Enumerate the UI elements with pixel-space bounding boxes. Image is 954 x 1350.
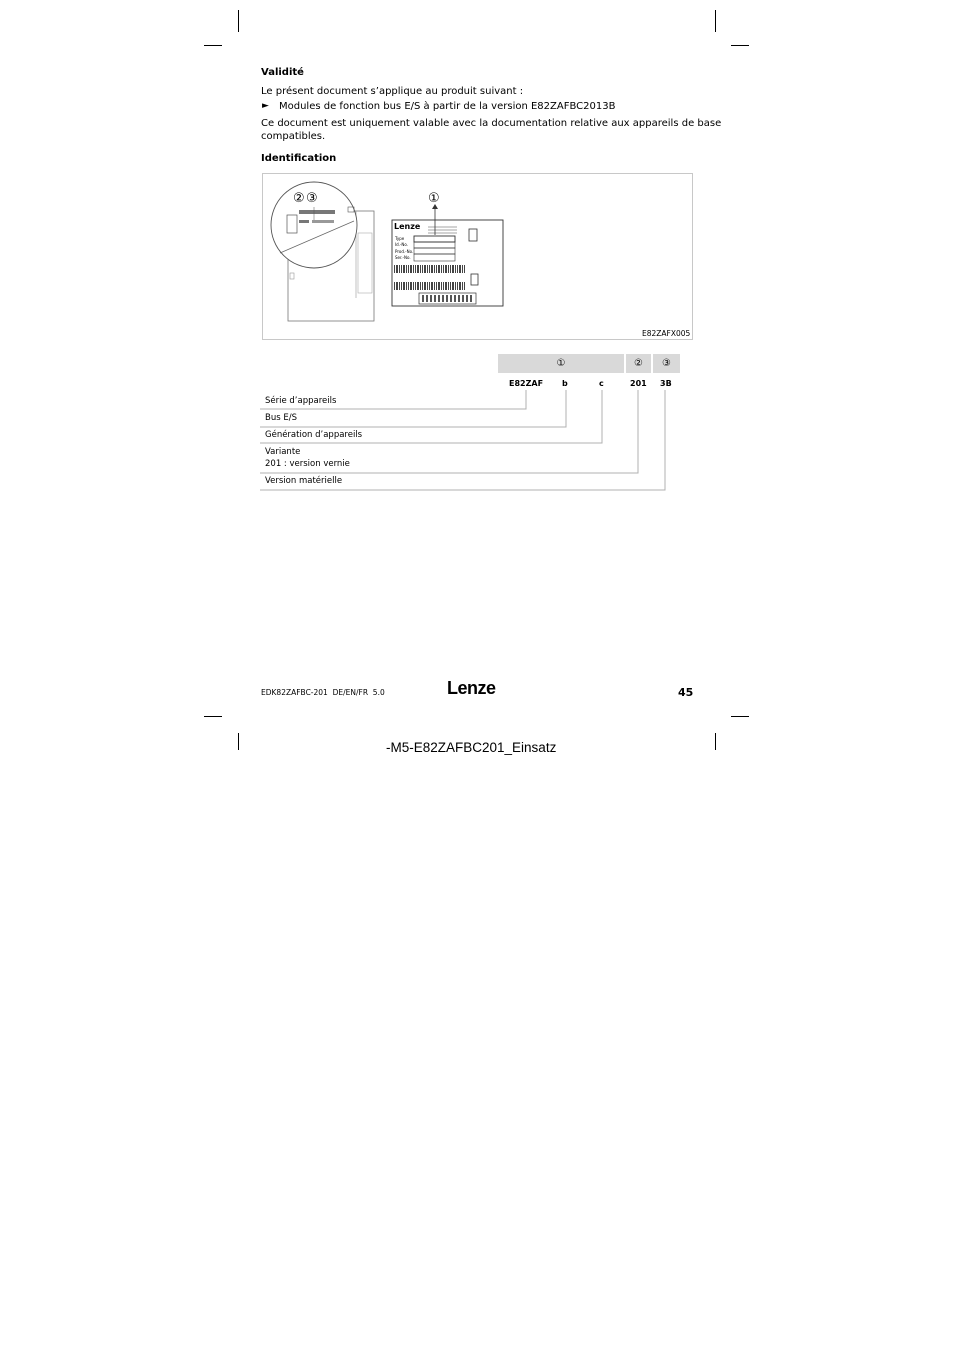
nameplate-logo: Lenze — [394, 222, 421, 231]
validity-heading: Validité — [261, 67, 304, 78]
type-code-header-1: ① — [498, 354, 624, 373]
callout-1: ① — [428, 191, 440, 206]
crop-mark — [731, 716, 749, 717]
callout-3: ③ — [306, 191, 318, 206]
device-drawing — [262, 173, 693, 340]
code-bus: b — [562, 379, 568, 388]
type-code-row-hardware: Version matérielle — [265, 476, 343, 486]
crop-mark — [204, 45, 222, 46]
type-code-row-variant-detail: 201 : version vernie — [265, 459, 350, 469]
code-hardware: 3B — [660, 379, 672, 388]
nameplate-label-serno: Ser.-No. — [395, 255, 411, 260]
crop-mark — [731, 45, 749, 46]
crop-mark — [204, 716, 222, 717]
type-code-header-2: ② — [626, 354, 651, 373]
type-code-row-bus: Bus E/S — [265, 413, 297, 423]
bullet-arrow-icon: ► — [262, 101, 269, 111]
type-code-row-generation: Génération d’appareils — [265, 430, 363, 440]
crop-mark — [238, 10, 239, 32]
footer-logo: Lenze — [447, 678, 496, 698]
validity-note-line2: compatibles. — [261, 131, 326, 142]
type-code-header-3: ③ — [653, 354, 680, 373]
nameplate-label-prodno: Prod.-No. — [395, 249, 414, 254]
identification-heading: Identification — [261, 153, 337, 164]
validity-bullet: Modules de fonction bus E/S à partir de la version E82ZAFBC2013B — [279, 101, 616, 112]
validity-intro: Le présent document s’applique au produit suivant : — [261, 86, 524, 97]
nameplate-label-type: Type — [395, 236, 405, 241]
code-variant: 201 — [630, 379, 647, 388]
code-generation: c — [599, 379, 604, 388]
figure-code: E82ZAFX005 — [642, 329, 691, 338]
nameplate-label-idno: Id.-No. — [395, 242, 409, 247]
callout-2: ② — [293, 191, 305, 206]
page-number: 45 — [678, 686, 694, 699]
document-slug: -M5-E82ZAFBC201_Einsatz — [386, 740, 557, 755]
validity-note-line1: Ce document est uniquement valable avec la documentation relative aux appareils de base — [261, 118, 722, 129]
code-series: E82ZAF — [509, 379, 544, 388]
crop-mark — [715, 733, 716, 750]
crop-mark — [238, 733, 239, 750]
footer-doc-id: EDK82ZAFBC-201 DE/EN/FR 5.0 — [261, 688, 385, 697]
type-code-row-variant: Variante — [265, 447, 301, 457]
crop-mark — [715, 10, 716, 32]
type-code-row-series: Série d’appareils — [265, 396, 337, 406]
